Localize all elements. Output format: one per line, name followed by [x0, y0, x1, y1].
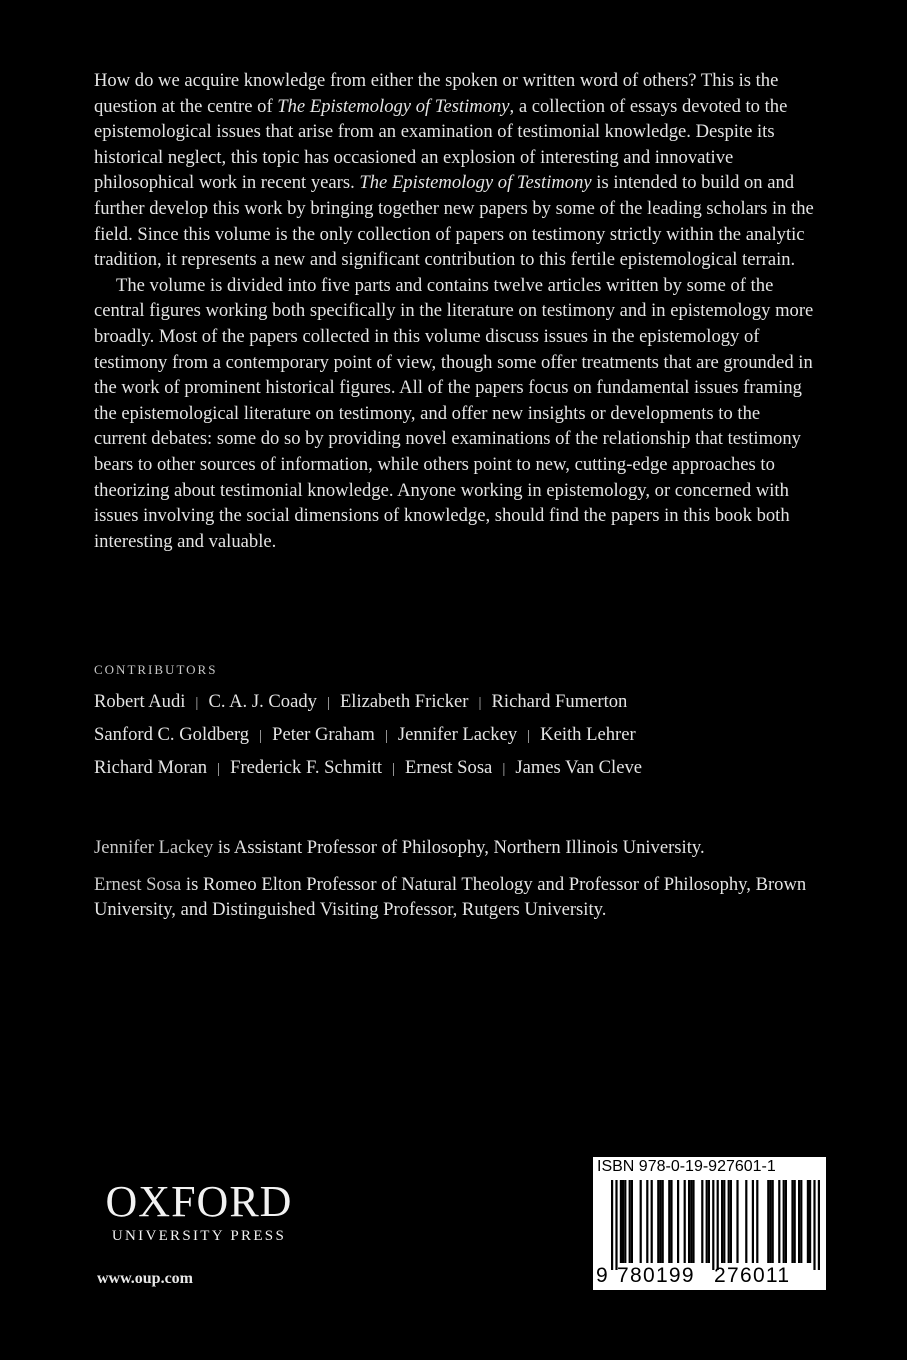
barcode-bar [807, 1180, 809, 1263]
barcode-digits-right: 276011 [714, 1264, 791, 1287]
barcode-guard-bar [717, 1180, 719, 1270]
back-cover-blurb [94, 68, 816, 554]
barcode-bar [791, 1180, 793, 1263]
barcode-bar [620, 1180, 622, 1263]
contributor-name: Richard Moran [94, 757, 208, 778]
contributor-name: Elizabeth Fricker [339, 691, 469, 712]
barcode-bar [772, 1180, 774, 1263]
separator: | [259, 728, 263, 744]
blurb-text: is intended to build on and further develop this work by bringing together new papers by some of the leading scholars in the field. Since this volume is the only collection of papers on testimony strictly within the analytic tradition, it represents a new and significant contribution to this fertile epistemological terrain. [94, 172, 814, 271]
barcode-bar [668, 1180, 670, 1263]
barcode-bar [745, 1180, 747, 1263]
barcode-digits-left: 780199 [617, 1264, 695, 1287]
editor-name: Jennifer Lackey [94, 837, 214, 858]
editor-description: is Assistant Professor of Philosophy, Northern Illinois University. [213, 837, 705, 858]
barcode-bar [622, 1180, 624, 1263]
editor-name: Ernest Sosa [94, 873, 182, 895]
isbn-label: ISBN 978-0-19-927601-1 [597, 1158, 776, 1175]
contributor-name: Robert Audi [94, 691, 186, 712]
barcode-guard-bar [615, 1180, 617, 1270]
editor-bio [94, 835, 824, 861]
barcode-bar [631, 1180, 633, 1263]
barcode-bar [624, 1180, 626, 1263]
contributor-name: Frederick F. Schmitt [230, 757, 383, 778]
contributor-name: Sanford C. Goldberg [94, 724, 250, 745]
barcode-guard-bar [818, 1180, 820, 1270]
barcode-bar [728, 1180, 730, 1263]
barcode-bar [662, 1180, 664, 1263]
barcode-bar [646, 1180, 648, 1263]
barcode-bar [769, 1180, 771, 1263]
barcode-bar [730, 1180, 732, 1263]
contributor-name: James Van Cleve [515, 757, 643, 778]
contributor-name: Richard Fumerton [491, 691, 628, 712]
separator: | [217, 761, 221, 777]
barcode-bar [690, 1180, 692, 1263]
publisher-url: www.oup.com [97, 1270, 194, 1287]
barcode-bar [752, 1180, 754, 1263]
publisher-name: OXFORD [105, 1177, 293, 1226]
separator: | [384, 728, 388, 744]
barcode-bar [736, 1180, 738, 1263]
separator: | [502, 761, 506, 777]
contributors-heading: CONTRIBUTORS [94, 662, 218, 677]
editor-bio [94, 872, 824, 923]
blurb-text: , a collection of essays devoted to the epistemological issues that arise from an examination of testimonial knowledge. Despite its historical neglect, this topic has occasioned an explosion of interesting and innovative philosophical work in recent years. [94, 95, 788, 194]
barcode-bar [677, 1180, 679, 1263]
barcode-bar [723, 1180, 725, 1263]
barcode-bar [629, 1180, 631, 1263]
separator: | [195, 695, 199, 711]
barcode-guard-bar [813, 1180, 815, 1270]
barcode-bar [798, 1180, 800, 1263]
contributors-list [94, 686, 834, 785]
barcode-bar [684, 1180, 686, 1263]
publisher-subtitle: UNIVERSITY PRESS [111, 1228, 287, 1244]
barcode-guard-bar [712, 1180, 714, 1270]
barcode-bar [809, 1180, 811, 1263]
contributors-row [94, 719, 834, 752]
separator: | [527, 728, 531, 744]
blurb-text: How do we acquire knowledge from either the spoken or written word of others? This is the question at the centre of [94, 70, 779, 117]
barcode-bar [756, 1180, 758, 1263]
separator: | [326, 695, 330, 711]
barcode-bar [783, 1180, 785, 1263]
contributors-row [94, 686, 834, 719]
barcode-bar [670, 1180, 672, 1263]
blurb-paragraph-1 [94, 68, 816, 273]
contributor-name: C. A. J. Coady [208, 691, 317, 712]
barcode-digit-first: 9 [596, 1264, 608, 1287]
separator: | [392, 761, 396, 777]
editor-bios [94, 835, 824, 934]
barcode-bar [688, 1180, 690, 1263]
barcode-bar [800, 1180, 802, 1263]
barcode-bars [593, 1178, 826, 1270]
barcode-bar [708, 1180, 710, 1263]
barcode-bar [785, 1180, 787, 1263]
publisher-logo [94, 1177, 304, 1245]
book-title-italic: The Epistemology of Testimony [359, 172, 592, 194]
book-title-italic: The Epistemology of Testimony [277, 95, 510, 117]
barcode-bar [701, 1180, 703, 1263]
contributor-name: Keith Lehrer [540, 724, 636, 745]
contributor-name: Ernest Sosa [405, 757, 493, 778]
barcode-bar [721, 1180, 723, 1263]
separator: | [478, 695, 482, 711]
barcode-bar [651, 1180, 653, 1263]
blurb-paragraph-2: The volume is divided into five parts and contains twelve articles written by some of the central figures working both specifically in the literature on testimony and in epistemology more broadly. Most of the papers collected in this volume discuss issues in the epistemology of testimony from a contemporary point of view, though some offer treatments that are grounded in the work of prominent historical figures. All of the papers focus on fundamental issues framing the epistemological literature on testimony, and offer new insights or developments to the current debates: some do so by providing novel examinations of the relationship that testimony bears to other sources of information, while others point to new, cutting-edge approaches to theorizing about testimonial knowledge. Anyone working in epistemology, or concerned with issues involving the social dimensions of knowledge, should find the papers in this book both interesting and valuable. [94, 274, 814, 552]
barcode-bar [657, 1180, 659, 1263]
isbn-barcode [593, 1157, 826, 1290]
barcode-bar [794, 1180, 796, 1263]
barcode-bar [767, 1180, 769, 1263]
barcode-guard-bar [611, 1180, 613, 1270]
barcode-bar [778, 1180, 780, 1263]
contributors-row [94, 752, 834, 785]
barcode-bar [706, 1180, 708, 1263]
contributor-name: Jennifer Lackey [397, 724, 518, 745]
barcode-bar [692, 1180, 694, 1263]
editor-description: is Romeo Elton Professor of Natural Theology and Professor of Philosophy, Brown University, and Distinguished Visiting Professor, Rutgers University. [94, 873, 807, 921]
barcode-bar [640, 1180, 642, 1263]
contributor-name: Peter Graham [272, 724, 375, 745]
barcode-bar [659, 1180, 661, 1263]
